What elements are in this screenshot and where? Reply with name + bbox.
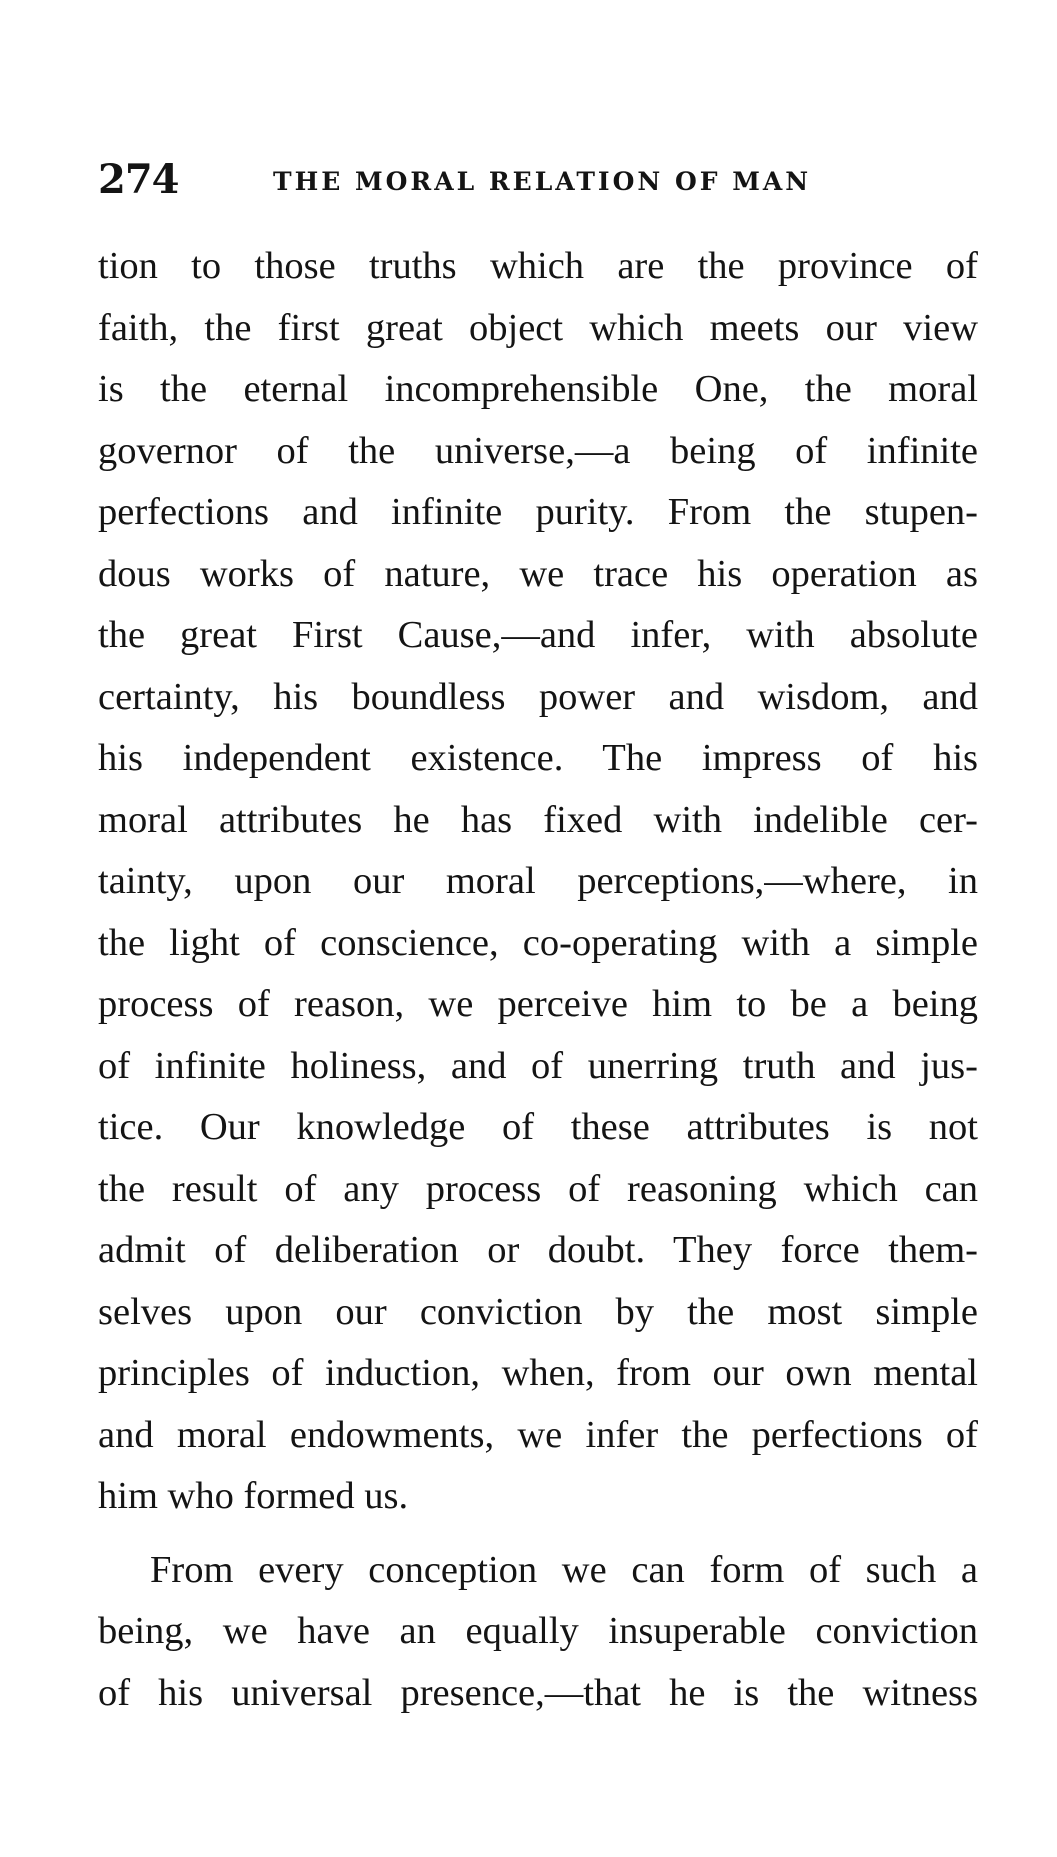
text-line: admit of deliberation or doubt. They force them-	[98, 1229, 978, 1271]
text-line: and moral endowments, we infer the perfections of	[98, 1413, 978, 1456]
text-line: principles of induction, when, from our own mental	[98, 1352, 978, 1394]
running-title: THE MORAL RELATION OF MAN	[273, 167, 812, 196]
paragraph-gap	[98, 1528, 978, 1540]
text-line: the great First Cause,—and infer, with absolute	[98, 614, 978, 656]
running-head	[98, 156, 978, 216]
text-line: tion to those truths which are the province of	[98, 245, 978, 287]
text-line: of infinite holiness, and of unerring truth and jus-	[98, 1044, 978, 1087]
text-line: faith, the first great object which meets our view	[98, 306, 978, 349]
text-line: process of reason, we perceive him to be a being	[98, 983, 978, 1025]
text-line: moral attributes he has fixed with indelible cer-	[98, 798, 978, 841]
text-line: his independent existence. The impress of his	[98, 737, 978, 779]
text-line: tice. Our knowledge of these attributes is not	[98, 1106, 978, 1148]
text-line: perfections and infinite purity. From the stupen-	[98, 491, 978, 533]
page-number: 274	[98, 156, 179, 203]
text-line: governor of the universe,—a being of infinite	[98, 429, 978, 472]
text-line: him who formed us.	[98, 1475, 409, 1517]
text-line: certainty, his boundless power and wisdom, and	[98, 675, 978, 718]
text-line: of his universal presence,—that he is the witness	[98, 1671, 978, 1714]
paragraph-1	[98, 236, 978, 1528]
text-line: From every conception we can form of such a	[150, 1548, 978, 1591]
text-line: tainty, upon our moral perceptions,—where, in	[98, 860, 978, 902]
text-line: the result of any process of reasoning which can	[98, 1167, 978, 1210]
text-line: is the eternal incomprehensible One, the moral	[98, 368, 978, 410]
text-line: dous works of nature, we trace his operation as	[98, 552, 978, 595]
body-text	[98, 236, 978, 1724]
text-line: the light of conscience, co-operating with a simple	[98, 921, 978, 964]
text-line: selves upon our conviction by the most simple	[98, 1290, 978, 1333]
paragraph-2	[98, 1540, 978, 1725]
text-line: being, we have an equally insuperable conviction	[98, 1610, 978, 1652]
